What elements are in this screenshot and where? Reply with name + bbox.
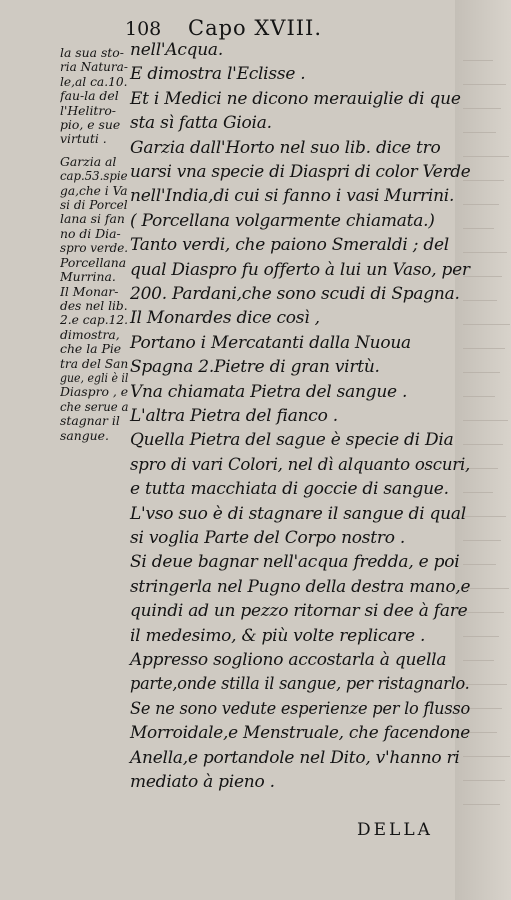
- text-line: qual Diaspro fu offerto à lui un Vaso, per: [130, 259, 470, 280]
- margin-note-line: no di Dia-: [60, 226, 121, 241]
- text-line: L'vso suo è di stagnare il sangue di qual: [130, 503, 466, 524]
- margin-note-line: Garzia al: [60, 154, 117, 169]
- margin-note-line: Il Monar-: [60, 284, 119, 299]
- bleed-line: [463, 396, 495, 397]
- text-line: nell'India,di cui si fanno i vasi Murrini.: [130, 186, 455, 207]
- text-line: L'altra Pietra del fianco .: [130, 406, 338, 426]
- margin-note-line: Diaspro , e: [60, 385, 128, 400]
- bleed-line: [463, 60, 493, 61]
- page-header: [0, 18, 511, 48]
- margin-note-line: le,al ca.10.: [60, 73, 128, 89]
- text-line: ( Porcellana volgarmente chiamata.): [130, 210, 435, 231]
- margin-note-line: [60, 147, 128, 155]
- catchword: DELLA: [357, 820, 433, 840]
- text-line: Spagna 2.Pietre di gran virtù.: [130, 357, 380, 378]
- bleed-line: [463, 252, 507, 253]
- text-line: Il Monardes dice così ,: [130, 308, 320, 329]
- text-line: Si deue bagnar nell'acqua fredda, e poi: [130, 552, 460, 573]
- bleed-line: [463, 84, 506, 85]
- margin-note-line: fau-la del: [60, 89, 119, 104]
- margin-note-line: ria Natura-: [60, 59, 128, 75]
- bleed-line: [463, 612, 504, 613]
- margin-note-line: Murrina.: [60, 270, 116, 285]
- bleed-line: [463, 756, 510, 757]
- marginal-notes: [60, 46, 128, 443]
- text-line: il medesimo, & più volte replicare .: [130, 625, 426, 646]
- bleed-line: [463, 300, 497, 301]
- text-line: si voglia Parte del Corpo nostro .: [130, 528, 406, 548]
- margin-note-line: cap.53.spie: [60, 168, 128, 184]
- bleed-line: [463, 108, 501, 109]
- bleed-line: [463, 780, 505, 781]
- margin-note-line: spro verde.: [60, 240, 129, 256]
- margin-note-line: des nel lib.: [60, 297, 128, 313]
- text-line: uarsi vna specie di Diaspri di color Verde: [130, 162, 471, 182]
- text-line: Tanto verdi, che paiono Smeraldi ; del: [130, 235, 449, 256]
- margin-note-line: sangue.: [60, 428, 109, 443]
- margin-note-line: 2.e cap.12.: [60, 312, 128, 328]
- margin-note-line: stagnar il: [60, 414, 120, 429]
- text-line: nell'Acqua.: [130, 40, 223, 60]
- bleed-line: [463, 660, 494, 661]
- margin-note-line: l'Helitro-: [60, 103, 116, 118]
- running-title: Capo XVIII.: [188, 16, 323, 40]
- bleed-line: [463, 540, 501, 541]
- margin-note-line: dimostra,: [60, 327, 120, 342]
- page-number: 108: [125, 18, 162, 40]
- text-line: Quella Pietra del sague è specie di Dia: [130, 430, 454, 451]
- bleed-line: [463, 516, 506, 517]
- text-line: Garzia dall'Horto nel suo lib. dice tro: [130, 137, 441, 158]
- text-line: 200. Pardani,che sono scudi di Spagna.: [130, 284, 460, 304]
- margin-note-line: ga,che i Va: [60, 182, 128, 198]
- text-line: sta sì fatta Gioia.: [130, 113, 272, 134]
- text-line: mediato à pieno .: [130, 772, 275, 792]
- bleed-line: [463, 348, 505, 349]
- margin-note-line: si di Porcel: [60, 197, 128, 213]
- margin-note-line: tra del San: [60, 355, 129, 371]
- margin-note-line: la sua sto-: [60, 46, 124, 60]
- text-line: Appresso sogliono accostarla à quella: [130, 650, 447, 670]
- bleed-line: [463, 204, 499, 205]
- text-line: Morroidale,e Menstruale, che facendone: [130, 723, 470, 744]
- text-line: Et i Medici ne dicono merauiglie di que: [130, 88, 461, 109]
- bleed-line: [463, 132, 496, 133]
- bleed-line: [463, 564, 496, 565]
- bleed-line: [463, 684, 507, 685]
- bleed-line: [463, 420, 508, 421]
- margin-note-line: pio, e sue: [60, 118, 121, 133]
- text-line: E dimostra l'Eclisse .: [130, 64, 306, 85]
- margin-note-line: lana si fan: [60, 212, 125, 227]
- text-line: Vna chiamata Pietra del sangue .: [130, 381, 408, 402]
- text-line: Anella,e portandole nel Dito, v'hanno ri: [130, 747, 460, 768]
- text-line: stringerla nel Pugno della destra mano,e: [130, 576, 471, 597]
- facing-page-bleed: [455, 0, 511, 900]
- bleed-line: [463, 804, 500, 805]
- text-line: e tutta macchiata di goccie di sangue.: [130, 479, 449, 500]
- bleed-line: [463, 372, 500, 373]
- bleed-line: [463, 228, 494, 229]
- text-line: Se ne sono vedute esperienze per lo flusso: [130, 698, 470, 719]
- text-line: parte,onde stilla il sangue, per ristagnarlo.: [130, 674, 470, 695]
- bleed-line: [463, 324, 510, 325]
- text-line: quindi ad un pezzo ritornar si dee à fare: [130, 601, 468, 622]
- text-line: spro di vari Colori, nel dì alquanto oscuri,: [130, 454, 471, 475]
- margin-note-line: virtuti .: [60, 132, 107, 147]
- bleed-line: [463, 156, 509, 157]
- margin-note-line: gue, egli è il: [60, 369, 129, 385]
- bleed-line: [463, 492, 493, 493]
- bleed-line: [463, 444, 503, 445]
- text-line: Portano i Mercatanti dalla Nuoua: [130, 332, 411, 353]
- margin-note-line: che la Pie: [60, 342, 122, 357]
- bleed-line: [463, 636, 499, 637]
- margin-note-line: Porcellana: [60, 255, 127, 270]
- margin-note-line: che serue a: [60, 398, 129, 414]
